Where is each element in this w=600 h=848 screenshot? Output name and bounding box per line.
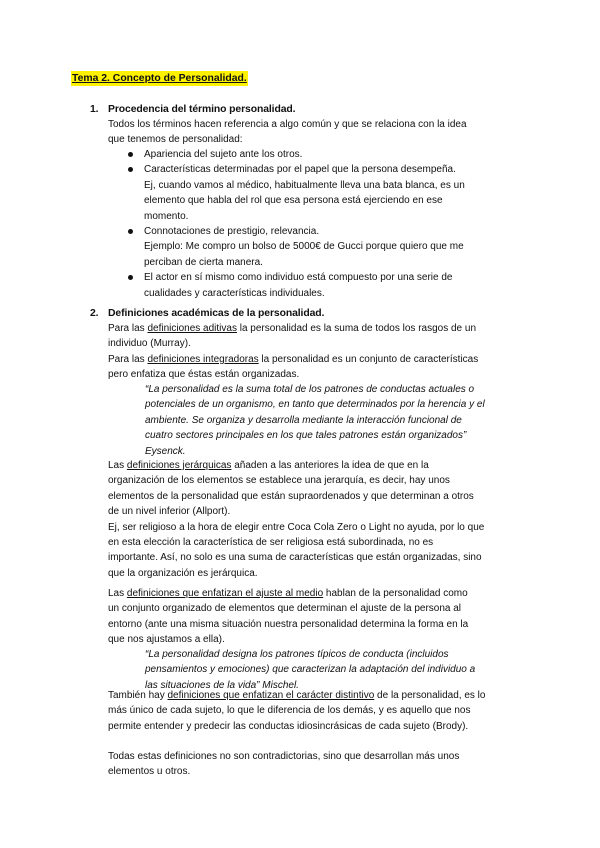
text-line: Todas estas definiciones no son contradictorias, sino que desarrollan más unos bbox=[108, 751, 460, 762]
text-line bbox=[108, 458, 528, 473]
term-aditivas: definiciones aditivas bbox=[147, 323, 237, 334]
section-1-number: 1. bbox=[90, 104, 99, 115]
bullet-dot-icon bbox=[128, 275, 133, 280]
text-line: importante. Así, no solo es una suma de características que están organizadas, sino bbox=[108, 552, 482, 564]
list-item bbox=[108, 147, 508, 162]
text-line: perciban de cierta manera. bbox=[144, 256, 263, 268]
text-span: la personalidad es la suma de todos los rasgos de un bbox=[236, 323, 477, 334]
page-title: Tema 2. Concepto de Personalidad. bbox=[71, 71, 248, 86]
text-line: entorno (ante una misma situación nuestra personalidad determina la forma en la bbox=[108, 618, 469, 630]
list-item bbox=[108, 270, 508, 301]
text-line: que tenemos de personalidad: bbox=[108, 134, 243, 146]
text-line: de un nivel inferior (Allport). bbox=[108, 506, 231, 518]
quote-line: ambiente. Se organiza y desarrolla mediante la interacción funcional de bbox=[145, 414, 462, 426]
text-span: la personalidad es un conjunto de características bbox=[258, 354, 479, 365]
text-span: Para las bbox=[108, 354, 148, 365]
section-1-bullet-list bbox=[108, 147, 508, 301]
text-span: Las bbox=[108, 588, 127, 599]
text-line: momento. bbox=[144, 210, 189, 222]
quote-line: las situaciones de la vida” Mischel. bbox=[145, 679, 299, 691]
closing-paragraph bbox=[108, 749, 528, 780]
text-line: pero enfatiza que éstas están organizadas. bbox=[108, 369, 300, 381]
text-line: que la organización es jerárquica. bbox=[108, 567, 258, 579]
definiciones-distintivo-paragraph bbox=[108, 688, 528, 734]
definiciones-aditivas-paragraph bbox=[108, 321, 528, 352]
text-line: organización de los elementos se establece una jerarquía, es decir, hay unos bbox=[108, 475, 450, 487]
list-item bbox=[108, 224, 508, 270]
text-line: que nos ajustamos a ella). bbox=[108, 634, 225, 646]
eysenck-quote bbox=[145, 382, 505, 459]
text-span: Para las bbox=[108, 323, 148, 334]
text-line: más único de cada sujeto, lo que le diferencia de los demás, y es aquello que nos bbox=[108, 705, 471, 717]
term-caracter-distintivo: definiciones que enfatizan el carácter distintivo bbox=[167, 690, 375, 701]
quote-line: pensamientos y emociones) que caracterizan la adaptación del individuo a bbox=[145, 664, 476, 676]
text-line: Ej, cuando vamos al médico, habitualmente lleva una bata blanca, es un bbox=[144, 179, 465, 191]
definiciones-ajuste-paragraph bbox=[108, 586, 528, 648]
text-line: permite entender y predecir las conductas idiosincrásicas de cada sujeto (Brody). bbox=[108, 720, 469, 732]
text-line: elementos u otros. bbox=[108, 766, 191, 778]
definiciones-integradoras-paragraph bbox=[108, 352, 528, 383]
text-line: cualidades y características individuales. bbox=[144, 287, 325, 299]
term-integradoras: definiciones integradoras bbox=[147, 354, 259, 365]
text-line: elemento que habla del rol que esa persona está ejerciendo en ese bbox=[144, 195, 443, 207]
text-line: Todos los términos hacen referencia a algo común y que se relaciona con la idea bbox=[108, 119, 467, 130]
text-line: Apariencia del sujeto ante los otros. bbox=[144, 149, 303, 160]
bullet-dot-icon bbox=[128, 152, 133, 157]
text-line bbox=[108, 586, 528, 601]
text-span: También hay bbox=[108, 690, 168, 701]
mischel-quote bbox=[145, 647, 505, 693]
quote-line: cuatro sectores principales en los que tales patrones están organizados” bbox=[145, 430, 467, 442]
text-line: Ejemplo: Me compro un bolso de 5000€ de Gucci porque quiero que me bbox=[144, 241, 464, 253]
text-span: Las bbox=[108, 460, 127, 471]
text-line: El actor en sí mismo como individuo está compuesto por una serie de bbox=[144, 272, 453, 284]
text-line: en esta elección la característica de ser religiosa está subordinada, no es bbox=[108, 537, 434, 549]
text-line bbox=[108, 352, 528, 367]
bullet-dot-icon bbox=[128, 229, 133, 234]
text-line: individuo (Murray). bbox=[108, 338, 191, 350]
text-span: añaden a las anteriores la idea de que en la bbox=[231, 460, 429, 471]
bullet-dot-icon bbox=[128, 167, 133, 172]
list-item bbox=[108, 162, 508, 224]
text-line: Características determinadas por el papel que la persona desempeña. bbox=[144, 164, 456, 176]
text-line: un conjunto organizado de elementos que determinan el ajuste de la persona al bbox=[108, 603, 462, 615]
term-ajuste-medio: definiciones que enfatizan el ajuste al medio bbox=[126, 588, 324, 599]
text-line bbox=[108, 321, 528, 336]
section-2-heading bbox=[90, 306, 324, 321]
section-1-title: Procedencia del término personalidad. bbox=[108, 104, 296, 115]
text-line: Ej, ser religioso a la hora de elegir entre Coca Cola Zero o Light no ayuda, por lo que bbox=[108, 521, 485, 533]
quote-line: potenciales de un organismo, en tanto que determinados por la herencia y el bbox=[145, 399, 485, 411]
text-span: hablan de la personalidad como bbox=[323, 588, 468, 599]
section-1-intro bbox=[108, 117, 528, 148]
quote-line: “La personalidad es la suma total de los patrones de conductas actuales o bbox=[145, 384, 475, 395]
text-line: Connotaciones de prestigio, relevancia. bbox=[144, 226, 320, 238]
text-span: de la personalidad, es lo bbox=[374, 690, 486, 701]
section-2-number: 2. bbox=[90, 308, 99, 319]
definiciones-jerarquicas-paragraph bbox=[108, 458, 528, 581]
text-line: elementos de la personalidad que están supraordenados y que determinan a otros bbox=[108, 490, 474, 502]
section-1-heading bbox=[90, 102, 295, 117]
text-line bbox=[108, 688, 528, 703]
section-2-title: Definiciones académicas de la personalidad. bbox=[108, 308, 325, 319]
term-jerarquicas: definiciones jerárquicas bbox=[126, 460, 232, 471]
quote-line: Eysenck. bbox=[145, 445, 186, 457]
quote-line: “La personalidad designa los patrones típicos de conducta (incluidos bbox=[145, 649, 449, 660]
